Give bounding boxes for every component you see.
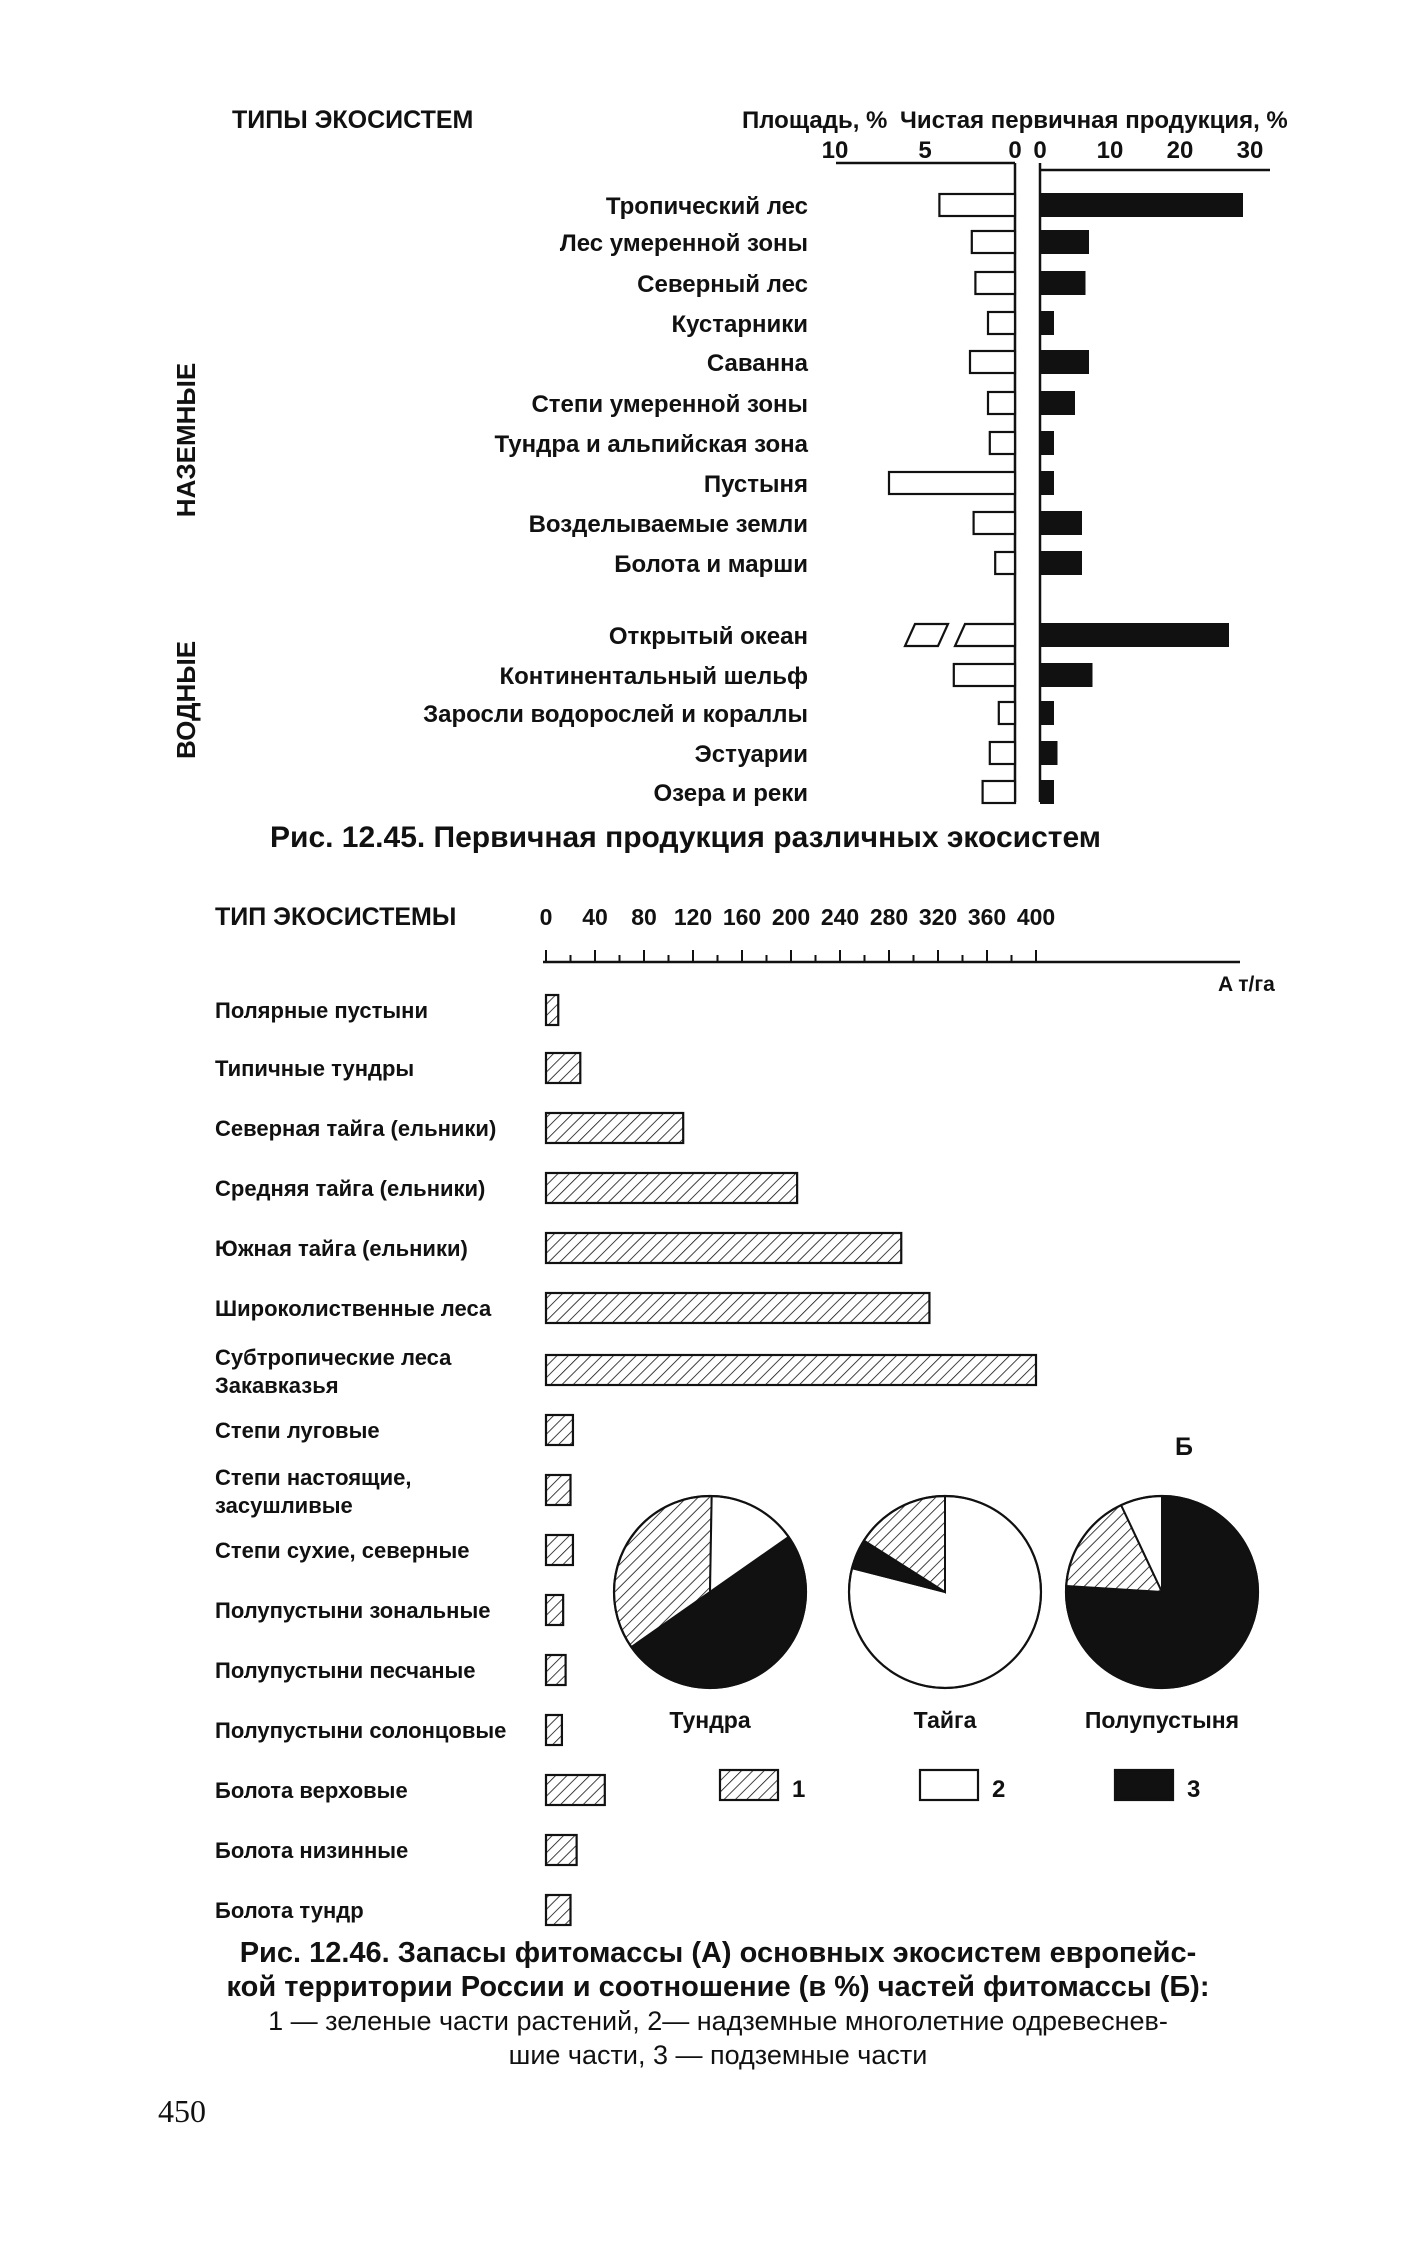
- phytomass-category-labels: [215, 998, 506, 1923]
- legend-key: 2: [992, 1776, 1006, 1803]
- caption-line: шие части, 3 — подземные части: [508, 2040, 928, 2070]
- phytomass-tick-label: 280: [869, 904, 909, 930]
- category-label: Открытый океан: [608, 623, 808, 650]
- category-label: Болота и марши: [614, 551, 808, 578]
- phytomass-axis-ticks: [540, 904, 1056, 962]
- area-tick-label: 5: [918, 137, 932, 164]
- category-label: Континентальный шельф: [499, 663, 808, 690]
- area-bar: [995, 552, 1015, 574]
- phytomass-tick-label: 160: [722, 904, 762, 930]
- pie-legend: [720, 1770, 1200, 1803]
- npp-bar: [1040, 311, 1054, 335]
- phytomass-bar: [546, 1173, 797, 1203]
- area-bar: [974, 512, 1015, 534]
- phytomass-category-label: Полупустыни песчаные: [215, 1658, 476, 1683]
- npp-bars: [1040, 193, 1243, 804]
- phytomass-bar: [546, 1113, 683, 1143]
- npp-bar: [1040, 623, 1229, 647]
- caption-line: кой территории России и соотношение (в %) частей фитомассы (Б):: [226, 1971, 1210, 2003]
- area-tick-label: 0: [1008, 137, 1022, 164]
- phytomass-tick-label: 80: [631, 904, 657, 930]
- phytomass-tick-label: 40: [582, 904, 608, 930]
- area-bar: [988, 312, 1015, 334]
- pie-label: Полупустыня: [1084, 1707, 1240, 1733]
- area-bar: [955, 624, 1015, 646]
- phytomass-parts-pies: [614, 1433, 1258, 1803]
- phytomass-bar: [546, 1895, 571, 1925]
- panel-label-b: Б: [1175, 1433, 1193, 1461]
- legend-swatch: [920, 1770, 978, 1800]
- phytomass-category-label: Болота низинные: [215, 1838, 409, 1863]
- phytomass-tick-label: 240: [820, 904, 860, 930]
- area-bar: [990, 432, 1015, 454]
- phytomass-category-label: Северная тайга (ельники): [215, 1116, 497, 1141]
- phytomass-category-label: Болота верховые: [215, 1778, 408, 1803]
- phytomass-tick-label: 200: [771, 904, 811, 930]
- phytomass-bar: [546, 1655, 566, 1685]
- category-label: Эстуарии: [694, 741, 808, 768]
- npp-bar: [1040, 741, 1058, 765]
- area-bar: [988, 392, 1015, 414]
- phytomass-category-label: Типичные тундры: [215, 1056, 415, 1081]
- legend-swatch: [720, 1770, 778, 1800]
- phytomass-bar: [546, 1233, 901, 1263]
- phytomass-bar: [546, 1293, 929, 1323]
- npp-tick-label: 0: [1033, 137, 1047, 164]
- npp-bar: [1040, 663, 1093, 687]
- legend-key: 3: [1187, 1776, 1201, 1803]
- category-label: Кустарники: [671, 311, 808, 338]
- npp-bar: [1040, 780, 1054, 804]
- npp-bar: [1040, 471, 1054, 495]
- figure-caption-12-45: Рис. 12.45. Первичная продукция различных экосистем: [270, 821, 1101, 854]
- phytomass-bar: [546, 1355, 1036, 1385]
- phytomass-category-label: Степи сухие, северные: [215, 1538, 470, 1563]
- phytomass-category-label: Широколиственные леса: [215, 1296, 492, 1321]
- category-label: Озера и реки: [653, 780, 808, 807]
- area-bar: [972, 231, 1015, 253]
- phytomass-category-label: Степи настоящие,: [215, 1465, 412, 1490]
- primary-production-chart: [171, 106, 1288, 854]
- phytomass-bar: [546, 995, 558, 1025]
- phytomass-category-label: Закавказья: [215, 1373, 339, 1398]
- area-bar: [889, 472, 1015, 494]
- npp-series-label: Чистая первичная продукция, %: [900, 107, 1288, 134]
- phytomass-category-label: Степи луговые: [215, 1418, 380, 1443]
- category-label: Тундра и альпийская зона: [494, 431, 808, 458]
- npp-bar: [1040, 701, 1054, 725]
- phytomass-bar: [546, 1835, 577, 1865]
- category-label: Северный лес: [637, 271, 808, 298]
- phytomass-bar: [546, 1475, 571, 1505]
- npp-bar: [1040, 391, 1075, 415]
- npp-tick-label: 20: [1166, 137, 1194, 164]
- top-axis-ticks: [822, 137, 1264, 164]
- phytomass-category-label: Средняя тайга (ельники): [215, 1176, 486, 1201]
- phytomass-category-label: засушливые: [215, 1493, 353, 1518]
- npp-bar: [1040, 431, 1054, 455]
- area-bar: [970, 351, 1015, 373]
- caption-line: Рис. 12.46. Запасы фитомассы (А) основных экосистем европейс-: [239, 1937, 1197, 1969]
- ecosystem-types-header: ТИПЫ ЭКОСИСТЕМ: [232, 106, 474, 134]
- area-bar: [990, 742, 1015, 764]
- category-label: Саванна: [706, 350, 808, 377]
- category-label: Пустыня: [703, 471, 808, 498]
- phytomass-category-label: Полярные пустыни: [215, 998, 428, 1023]
- top-category-labels: [423, 193, 809, 807]
- phytomass-bar: [546, 1595, 563, 1625]
- category-label: Возделываемые земли: [528, 511, 808, 538]
- area-series-label: Площадь, %: [742, 107, 888, 134]
- category-label: Тропический лес: [605, 193, 808, 220]
- phytomass-bar: [546, 1535, 573, 1565]
- phytomass-category-label: Полупустыни солонцовые: [215, 1718, 507, 1743]
- pie-charts: [614, 1496, 1258, 1733]
- pie-label: Тундра: [669, 1707, 751, 1733]
- page-number: 450: [158, 2093, 206, 2129]
- phytomass-bar: [546, 1053, 580, 1083]
- npp-bar: [1040, 230, 1089, 254]
- pie-label: Тайга: [913, 1707, 977, 1733]
- group-label-water: ВОДНЫЕ: [171, 640, 201, 760]
- npp-bar: [1040, 271, 1086, 295]
- legend-swatch: [1115, 1770, 1173, 1800]
- phytomass-category-label: Южная тайга (ельники): [215, 1236, 468, 1261]
- phytomass-tick-label: 400: [1016, 904, 1056, 930]
- npp-tick-label: 10: [1096, 137, 1124, 164]
- caption-line: 1 — зеленые части растений, 2— надземные многолетние одревеснев-: [268, 2006, 1168, 2036]
- category-label: Заросли водорослей и кораллы: [423, 701, 808, 728]
- area-bar: [954, 664, 1015, 686]
- phytomass-tick-label: 320: [918, 904, 958, 930]
- area-bars: [889, 194, 1015, 803]
- npp-bar: [1040, 551, 1082, 575]
- phytomass-bar: [546, 1415, 573, 1445]
- npp-tick-label: 30: [1236, 137, 1264, 164]
- ecosystem-type-header: ТИП ЭКОСИСТЕМЫ: [215, 903, 457, 931]
- group-label-land: НАЗЕМНЫЕ: [171, 362, 201, 518]
- phytomass-tick-label: 0: [539, 904, 553, 930]
- phytomass-category-label: Полупустыни зональные: [215, 1598, 491, 1623]
- legend-key: 1: [792, 1776, 806, 1803]
- npp-bar: [1040, 511, 1082, 535]
- area-bar: [975, 272, 1015, 294]
- area-bar: [939, 194, 1015, 216]
- phytomass-category-label: Болота тундр: [215, 1898, 364, 1923]
- area-bar: [999, 702, 1015, 724]
- category-label: Лес умеренной зоны: [559, 230, 808, 257]
- phytomass-category-label: Субтропические леса: [215, 1345, 452, 1370]
- phytomass-tick-label: 120: [673, 904, 713, 930]
- phytomass-bar: [546, 1715, 562, 1745]
- npp-bar: [1040, 193, 1243, 217]
- area-tick-label: 10: [821, 137, 849, 164]
- unit-label: A т/га: [1218, 973, 1275, 996]
- category-label: Степи умеренной зоны: [531, 391, 808, 418]
- npp-bar: [1040, 350, 1089, 374]
- area-bar: [983, 781, 1015, 803]
- phytomass-bar: [546, 1775, 605, 1805]
- figure-caption-12-46: [227, 1937, 1210, 2070]
- area-bar: [905, 624, 948, 646]
- phytomass-tick-label: 360: [967, 904, 1007, 930]
